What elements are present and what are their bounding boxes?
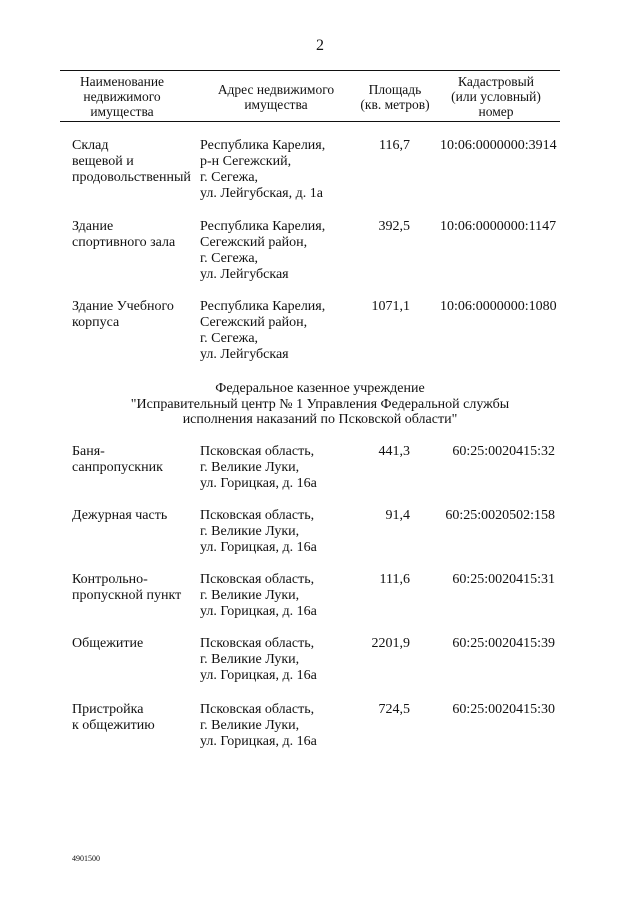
section-heading: Федеральное казенное учреждение "Исправительный центр № 1 Управления Федеральной службы исполнения наказаний по Псковской области" bbox=[130, 381, 510, 427]
property-address: Псковская область, г. Великие Луки, ул. Горицкая, д. 16а bbox=[200, 572, 317, 619]
cadastral-number: 10:06:0000000:1080 bbox=[440, 299, 557, 314]
property-name: Здание Учебного корпуса bbox=[72, 299, 174, 330]
cadastral-number: 10:06:0000000:3914 bbox=[440, 138, 557, 153]
header-area-column: Площадь (кв. метров) bbox=[360, 82, 430, 112]
cadastral-number: 60:25:0020415:32 bbox=[452, 444, 555, 459]
property-area: 2201,9 bbox=[371, 636, 410, 651]
property-area: 724,5 bbox=[378, 702, 410, 717]
property-address: Республика Карелия, р-н Сегежский, г. Сегежа, ул. Лейгубская, д. 1а bbox=[200, 138, 326, 201]
cadastral-number: 60:25:0020502:158 bbox=[445, 508, 555, 523]
property-name: Здание спортивного зала bbox=[72, 219, 176, 250]
property-area: 392,5 bbox=[378, 219, 410, 234]
property-address: Псковская область, г. Великие Луки, ул. Горицкая, д. 16а bbox=[200, 508, 317, 555]
property-area: 441,3 bbox=[378, 444, 410, 459]
property-name: Пристройка к общежитию bbox=[72, 702, 155, 733]
header-cadastral-column: Кадастровый (или условный) номер bbox=[451, 74, 541, 119]
property-name: Склад вещевой и продовольственный bbox=[72, 138, 191, 185]
property-area: 91,4 bbox=[385, 508, 410, 523]
cadastral-number: 60:25:0020415:39 bbox=[452, 636, 555, 651]
page-number: 2 bbox=[316, 37, 324, 54]
header-name-column: Наименование недвижимого имущества bbox=[79, 74, 165, 119]
document-code: 4901500 bbox=[72, 854, 100, 863]
property-name: Баня- санпропускник bbox=[72, 444, 163, 475]
cadastral-number: 60:25:0020415:31 bbox=[452, 572, 555, 587]
property-address: Псковская область, г. Великие Луки, ул. Горицкая, д. 16а bbox=[200, 702, 317, 749]
property-address: Республика Карелия, Сегежский район, г. Сегежа, ул. Лейгубская bbox=[200, 219, 326, 282]
property-name: Дежурная часть bbox=[72, 508, 168, 523]
cadastral-number: 10:06:0000000:1147 bbox=[440, 219, 557, 234]
table-header bbox=[60, 70, 560, 122]
header-address-column: Адрес недвижимого имущества bbox=[217, 82, 335, 112]
property-address: Псковская область, г. Великие Луки, ул. Горицкая, д. 16а bbox=[200, 444, 317, 491]
property-name: Контрольно- пропускной пункт bbox=[72, 572, 182, 603]
property-address: Псковская область, г. Великие Луки, ул. Горицкая, д. 16а bbox=[200, 636, 317, 683]
property-area: 111,6 bbox=[379, 572, 410, 587]
property-name: Общежитие bbox=[72, 636, 144, 651]
property-area: 1071,1 bbox=[371, 299, 410, 314]
cadastral-number: 60:25:0020415:30 bbox=[452, 702, 555, 717]
property-address: Республика Карелия, Сегежский район, г. Сегежа, ул. Лейгубская bbox=[200, 299, 326, 362]
property-area: 116,7 bbox=[379, 138, 410, 153]
